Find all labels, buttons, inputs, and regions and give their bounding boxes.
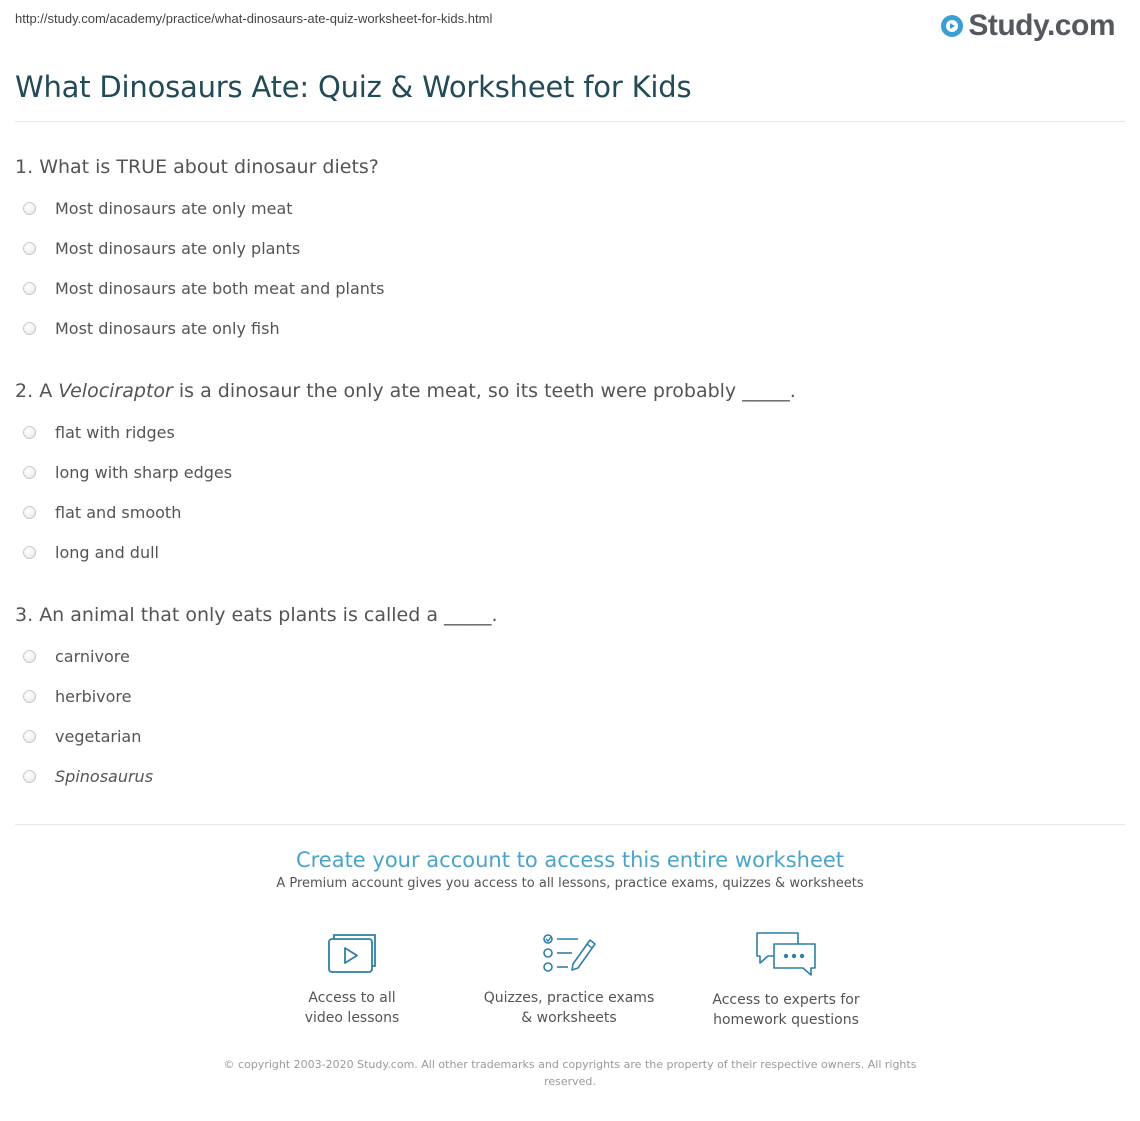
feature-label-line: & worksheets — [521, 1010, 617, 1026]
option-label: Most dinosaurs ate only meat — [55, 198, 293, 218]
question-prompt-italic: Velociraptor — [58, 380, 173, 402]
feature-label-line: Access to all — [308, 990, 396, 1006]
feature-experts — [686, 930, 886, 1030]
feature-label-line: Quizzes, practice exams — [483, 990, 655, 1006]
study-logo[interactable] — [940, 9, 1115, 43]
option-label: carnivore — [55, 646, 130, 666]
page-title: What Dinosaurs Ate: Quiz & Worksheet for Kids — [15, 70, 692, 104]
answer-option[interactable] — [15, 676, 1125, 716]
answer-option[interactable] — [15, 636, 1125, 676]
cta-title-link[interactable]: Create your account to access this entire worksheet — [295, 848, 845, 872]
answer-option[interactable] — [15, 412, 1125, 452]
radio-button[interactable] — [23, 202, 36, 215]
question-2 — [15, 377, 1125, 572]
top-bar — [15, 11, 1125, 41]
radio-button[interactable] — [23, 730, 36, 743]
question-prompt-end: is a dinosaur the only ate meat, so its teeth were probably _____. — [178, 380, 796, 402]
radio-button[interactable] — [23, 690, 36, 703]
feature-label — [252, 988, 452, 1028]
feature-video-lessons — [252, 930, 452, 1028]
radio-button[interactable] — [23, 322, 36, 335]
answer-option[interactable] — [15, 492, 1125, 532]
option-label: vegetarian — [55, 726, 142, 746]
answer-options — [15, 636, 1125, 796]
question-text — [15, 153, 1125, 181]
option-label: flat with ridges — [55, 422, 175, 442]
feature-label — [686, 990, 886, 1030]
divider — [15, 824, 1125, 825]
answer-options — [15, 412, 1125, 572]
question-1 — [15, 153, 1125, 348]
feature-label-line: video lessons — [304, 1010, 400, 1026]
option-label: Most dinosaurs ate only plants — [55, 238, 301, 258]
question-prompt: An animal that only eats plants is called a _____. — [39, 604, 498, 626]
radio-button[interactable] — [23, 466, 36, 479]
feature-label-line: homework questions — [713, 1012, 859, 1028]
account-cta — [0, 846, 1140, 891]
radio-button[interactable] — [23, 282, 36, 295]
option-label: Most dinosaurs ate only fish — [55, 318, 280, 338]
question-text — [15, 377, 1125, 405]
option-label: herbivore — [55, 686, 132, 706]
option-label: Most dinosaurs ate both meat and plants — [55, 278, 385, 298]
answer-option[interactable] — [15, 188, 1125, 228]
question-number: 2. — [15, 380, 34, 402]
chat-bubbles-icon — [754, 930, 818, 978]
radio-button[interactable] — [23, 506, 36, 519]
answer-option[interactable] — [15, 452, 1125, 492]
answer-option[interactable] — [15, 756, 1125, 796]
radio-button[interactable] — [23, 650, 36, 663]
question-number: 3. — [15, 604, 34, 626]
option-label: flat and smooth — [55, 502, 182, 522]
radio-button[interactable] — [23, 546, 36, 559]
feature-quizzes — [469, 930, 669, 1028]
radio-button[interactable] — [23, 770, 36, 783]
quiz-checklist-icon — [540, 930, 598, 976]
feature-label — [469, 988, 669, 1028]
radio-button[interactable] — [23, 426, 36, 439]
question-number: 1. — [15, 156, 34, 178]
question-prompt-start: A — [39, 380, 53, 402]
answer-option[interactable] — [15, 716, 1125, 756]
feature-label-line: Access to experts for — [712, 992, 860, 1008]
answer-option[interactable] — [15, 308, 1125, 348]
option-label: Spinosaurus — [55, 766, 154, 786]
page-url: http://study.com/academy/practice/what-dinosaurs-ate-quiz-worksheet-for-kids.html — [15, 11, 493, 26]
option-label: long with sharp edges — [55, 462, 233, 482]
answer-option[interactable] — [15, 228, 1125, 268]
radio-button[interactable] — [23, 242, 36, 255]
copyright-notice: © copyright 2003-2020 Study.com. All other trademarks and copyrights are the property of their respective owners. All rights reserved. — [223, 1058, 917, 1088]
video-lesson-icon — [325, 930, 379, 976]
answer-option[interactable] — [15, 532, 1125, 572]
question-prompt: What is TRUE about dinosaur diets? — [39, 156, 379, 178]
answer-options — [15, 188, 1125, 348]
logo-text: Study.com — [968, 9, 1115, 42]
question-text — [15, 601, 1125, 629]
answer-option[interactable] — [15, 268, 1125, 308]
divider — [15, 121, 1125, 122]
cta-subtitle: A Premium account gives you access to all lessons, practice exams, quizzes & worksheets — [276, 876, 864, 891]
question-3 — [15, 601, 1125, 796]
play-circle-icon — [940, 14, 964, 38]
option-label: long and dull — [55, 542, 159, 562]
